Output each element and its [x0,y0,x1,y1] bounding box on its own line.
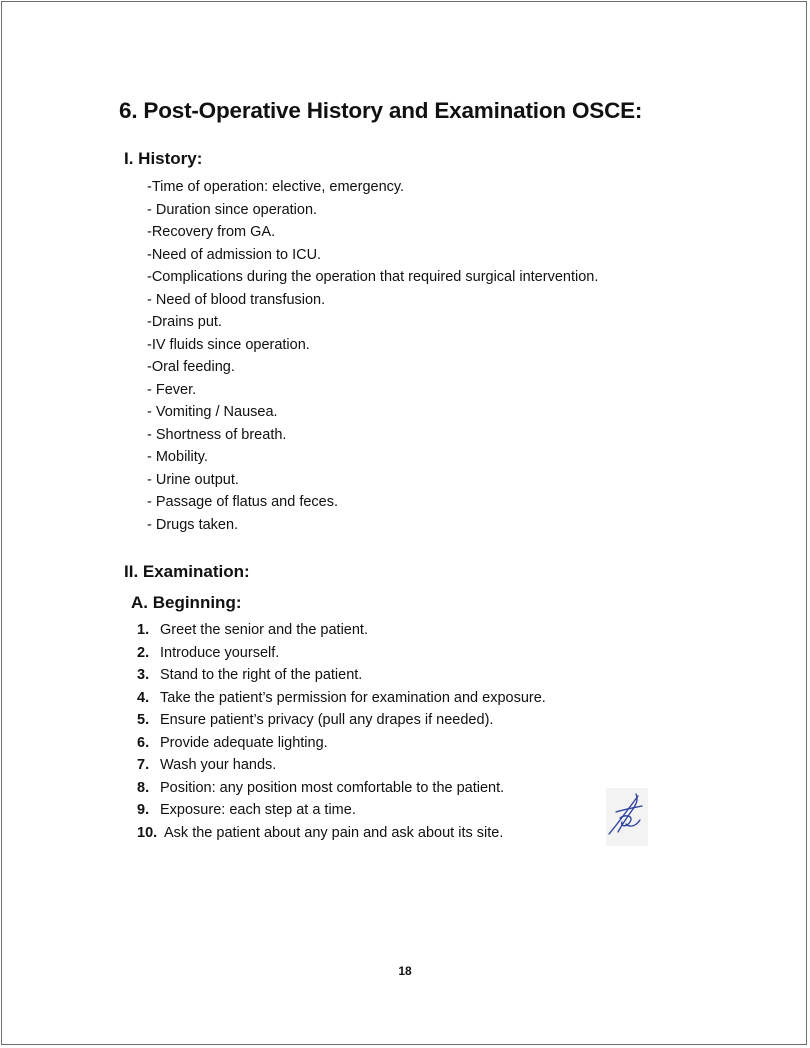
history-item: - Drugs taken. [147,516,239,533]
history-item: -Oral feeding. [147,359,235,375]
step-text: Provide adequate lighting. [160,734,328,751]
history-item: -Time of operation: elective, emergency. [147,179,405,195]
step-text: Position: any position most comfortable to the patient. [160,779,505,796]
history-item: - Vomiting / Nausea. [147,404,278,420]
history-item: - Urine output. [147,471,239,488]
step-text: Introduce yourself. [160,644,280,661]
history-item: -Recovery from GA. [147,224,276,240]
step-number: 2. [137,644,150,661]
step-item [137,754,546,777]
step-item [137,687,546,710]
history-item: - Need of blood transfusion. [147,291,326,308]
step-item [137,709,546,732]
history-item: - Duration since operation. [147,201,318,218]
history-item: - Mobility. [147,449,208,465]
step-number: 5. [137,712,150,728]
step-number: 3. [137,667,150,683]
step-text: Stand to the right of the patient. [160,667,363,683]
step-item [137,619,546,642]
step-number: 6. [137,734,150,751]
history-item: - Shortness of breath. [147,426,287,443]
step-item [137,642,546,665]
history-item: - Passage of flatus and feces. [147,494,339,510]
history-item: -IV fluids since operation. [147,336,310,353]
step-text: Exposure: each step at a time. [160,802,356,818]
step-number: 8. [137,779,150,796]
beginning-subheading: A. Beginning: [131,593,242,612]
step-number: 4. [137,689,150,706]
step-item [137,799,546,822]
step-item [137,732,546,755]
step-text: Ensure patient’s privacy (pull any drapes if needed). [160,712,494,728]
steps-list [137,619,546,844]
step-text: Wash your hands. [160,757,277,773]
history-item: -Need of admission to ICU. [147,246,322,263]
history-item: -Complications during the operation that required surgical intervention. [147,269,599,285]
history-list [147,176,598,536]
step-number: 10. [137,824,158,841]
step-number: 9. [137,802,150,818]
history-item: -Drains put. [147,314,222,330]
page-number: 18 [398,964,412,978]
step-text: Greet the senior and the patient. [160,622,368,638]
history-heading: I. History: [124,149,203,168]
page-title: 6. Post-Operative History and Examination OSCE: [119,98,643,123]
step-item [137,822,546,845]
signature-strokes [609,794,642,834]
step-text: Take the patient’s permission for examination and exposure. [160,689,546,706]
signature-icon [606,788,648,846]
step-item [137,664,546,687]
step-number: 7. [137,757,150,773]
step-item [137,777,546,800]
step-text: Ask the patient about any pain and ask about its site. [164,824,504,841]
history-item: - Fever. [147,381,197,398]
step-number: 1. [137,622,150,638]
signature-mark [606,788,648,846]
examination-heading: II. Examination: [124,562,250,581]
